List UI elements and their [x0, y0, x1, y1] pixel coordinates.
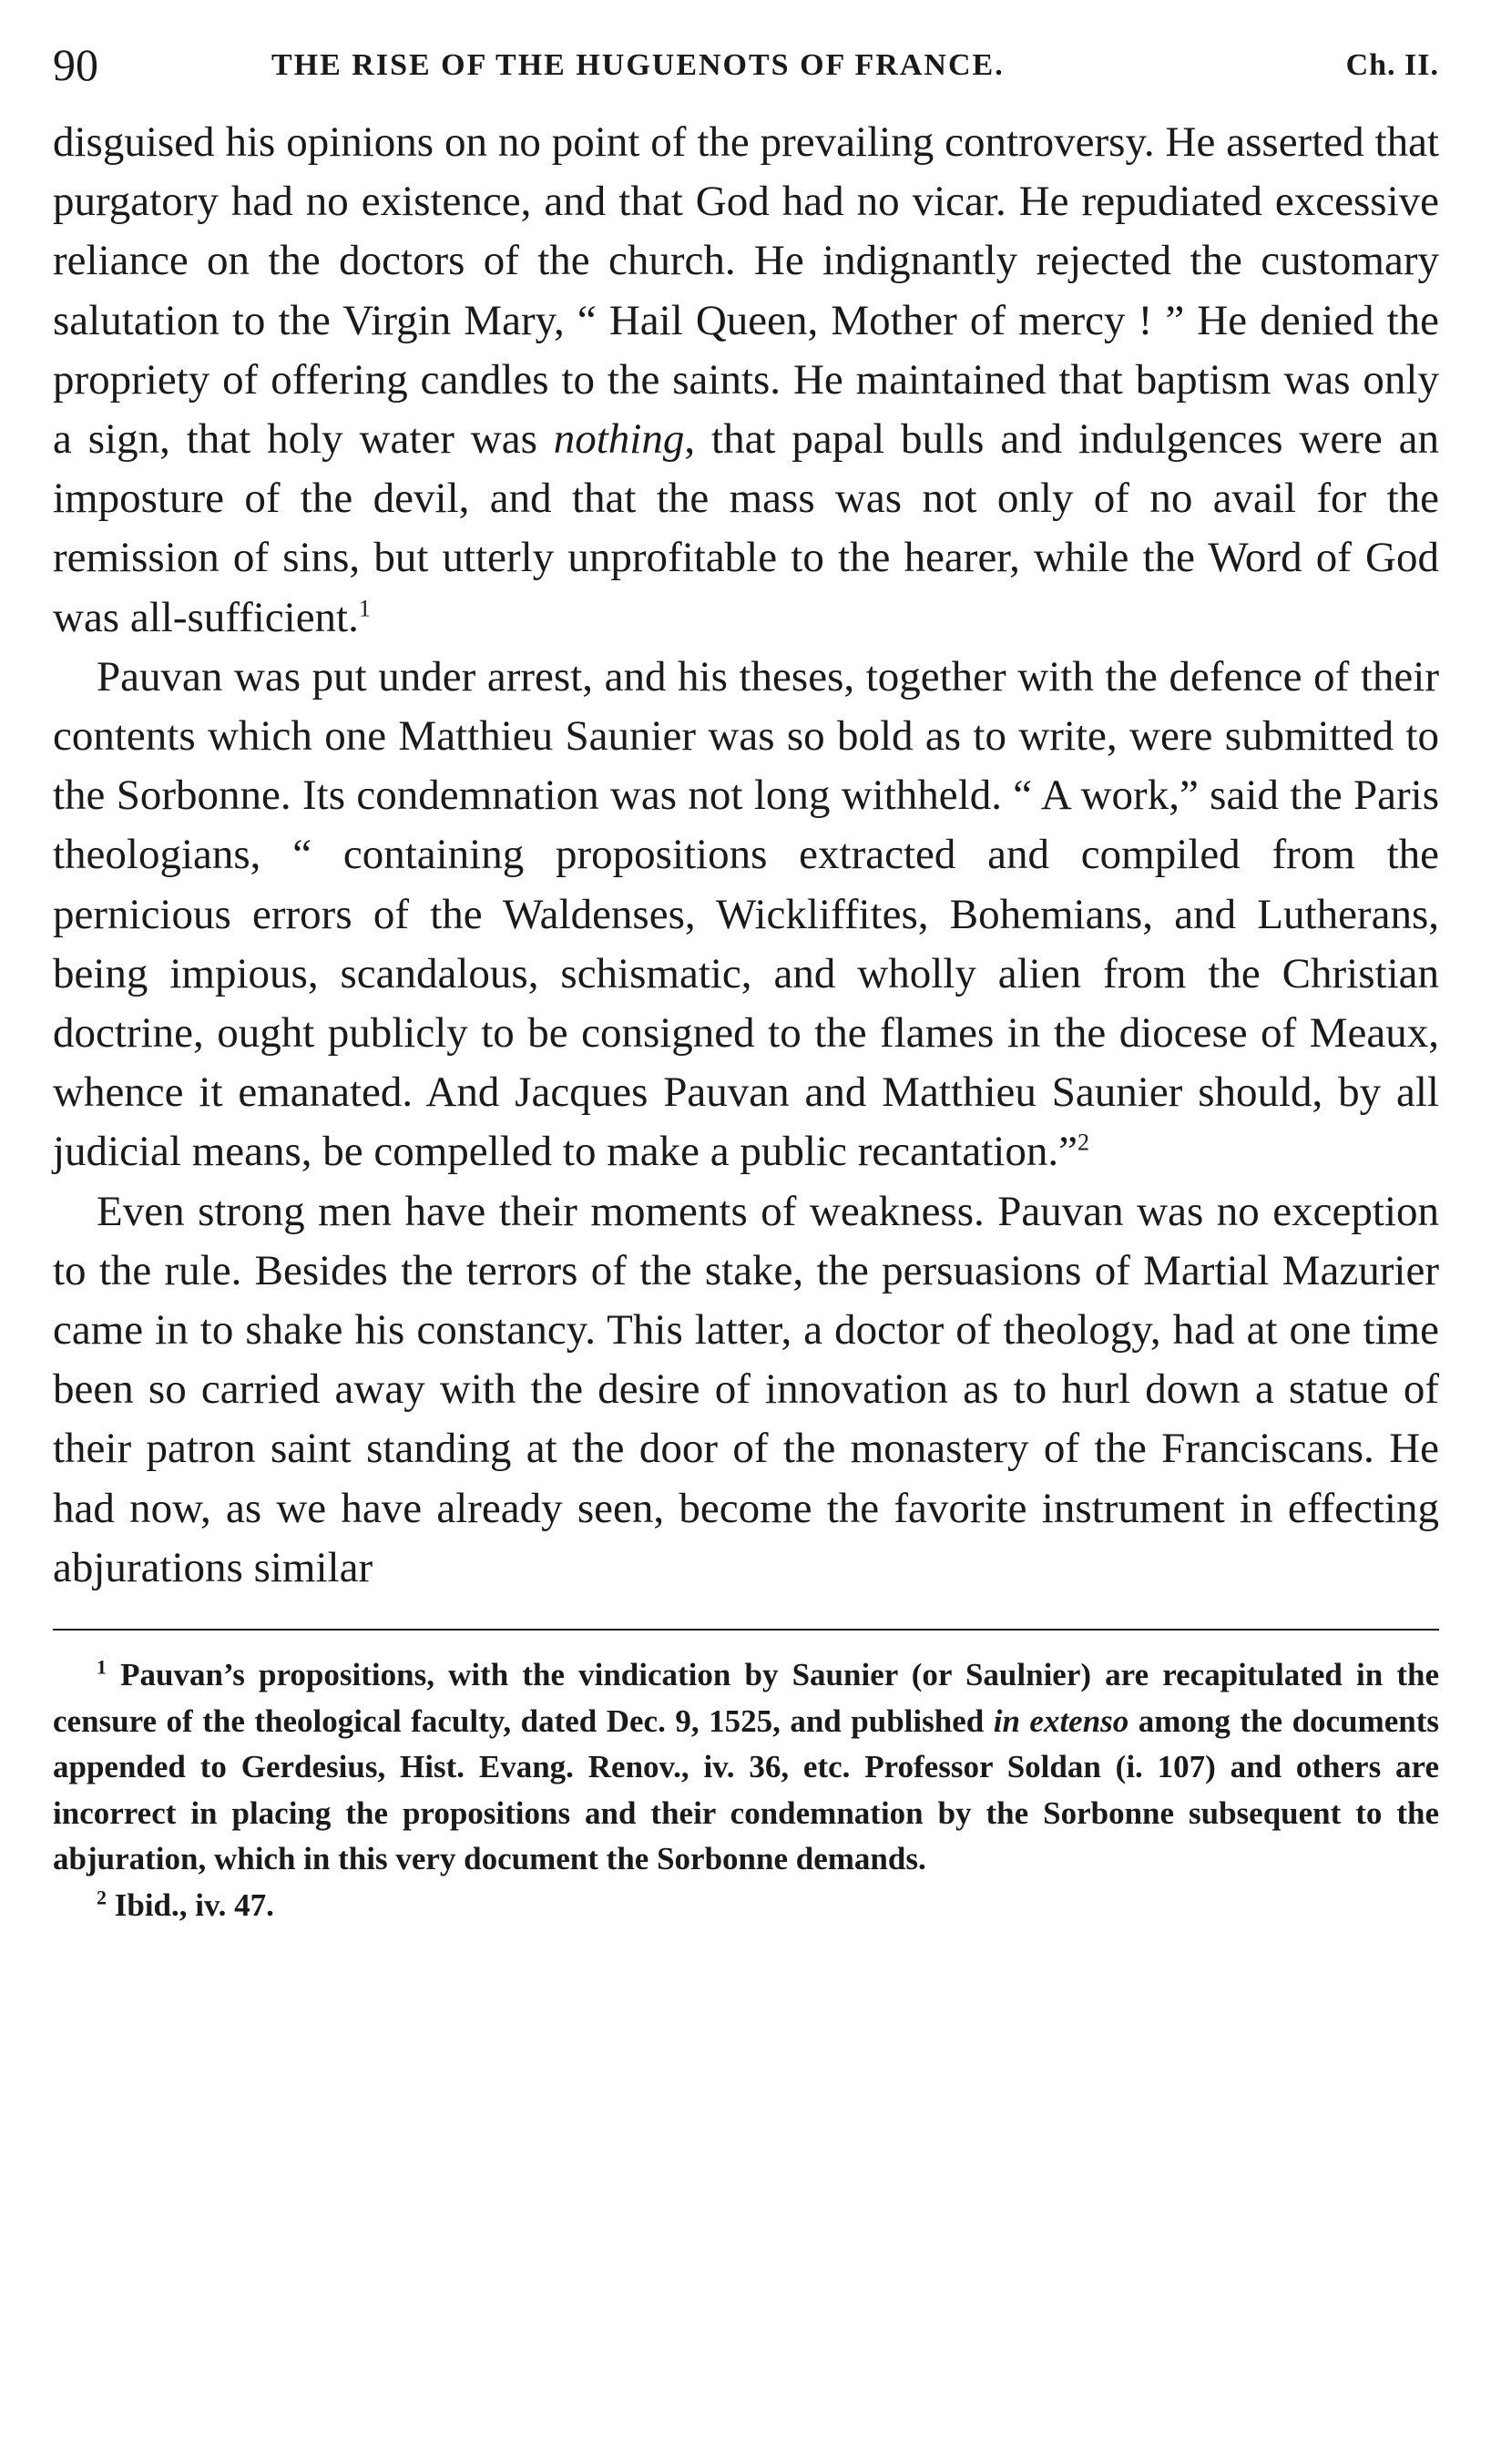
footnote-2: [53, 1883, 1439, 1929]
footnote-number: 2: [97, 1885, 107, 1908]
paragraph-3: [53, 1182, 1439, 1598]
text-segment-italic: nothing: [553, 415, 685, 464]
footnote-text-italic: in extenso: [993, 1702, 1129, 1739]
text-segment: , that papal bulls and indulgences were an imposture of the devil, and that the mass was not only of no avail for the remission of sins, but utterly unprofitable to the hearer, while the Word of God was all-sufficient.: [53, 415, 1439, 641]
text-segment: Even strong men have their moments of weakness. Pauvan was no exception to the rule. Besides the terrors of the stake, the persuasions of Martial Mazurier came in to shake his constancy. This latter, a doctor of theology, had at one time been so carried away with the desire of innovation as to hurl down a statue of their patron saint standing at the door of the monastery of the Franciscans. He had now, as we have already seen, become the favorite instrument in effecting abjurations similar: [53, 1187, 1439, 1591]
chapter-reference: Ch. II.: [1345, 48, 1439, 82]
footnote-ref: 1: [358, 594, 371, 621]
text-segment: Pauvan was put under arrest, and his theses, together with the defence of their contents which one Matthieu Saunier was so bold as to write, were submitted to the Sorbonne. Its condemnation was not long withheld. “ A work,” said the Paris theologians, “ containing propositions extracted and compiled from the pernicious errors of the Waldenses, Wickliffites, Bohemians, and Lutherans, being impious, scandalous, schismatic, and wholly alien from the Christian doctrine, ought publicly to be consigned to the flames in the diocese of Meaux, whence it emanated. And Jacques Pauvan and Matthieu Saunier should, by all judicial means, be compelled to make a public recantation.”: [53, 652, 1439, 1176]
paragraph-1: [53, 113, 1439, 648]
running-head: [53, 33, 1439, 97]
book-page: [53, 33, 1439, 1928]
paragraph-2: [53, 648, 1439, 1182]
footnotes: [53, 1652, 1439, 1928]
text-segment: disguised his opinions on no point of the prevailing controversy. He asserted that purgatory had no existence, and that God had no vicar. He repudiated excessive reliance on the doctors of the church. He indignantly rejected the customary salutation to the Virgin Mary, “ Hail Queen, Mother of mercy ! ” He denied the propriety of offering candles to the saints. He maintained that baptism was only a sign, that holy water was: [53, 118, 1439, 464]
footnote-number: 1: [97, 1655, 107, 1679]
running-title: THE RISE OF THE HUGUENOTS OF FRANCE.: [271, 48, 1005, 82]
footnote-ref: 2: [1077, 1129, 1089, 1156]
footnote-divider: [53, 1629, 1439, 1631]
body-text: [53, 113, 1439, 1598]
footnote-text: among the documents appended to Gerdesius, Hist. Evang. Renov., iv. 36, etc. Professor Soldan (i. 107) and others are incorrect in placing the propositions and their condemnation by the Sorbonne subsequent to the abjuration, which in this very document the Sorbonne demands.: [53, 1702, 1439, 1877]
footnote-1: [53, 1652, 1439, 1883]
page-number: 90: [53, 39, 98, 90]
footnote-text: Ibid., iv. 47.: [107, 1886, 274, 1923]
footnote-text: Pauvan’s propositions, with the vindication by Saunier (or Saulnier) are recapitulated in the censure of the theological faculty, dated Dec. 9, 1525, and published: [53, 1657, 1439, 1739]
